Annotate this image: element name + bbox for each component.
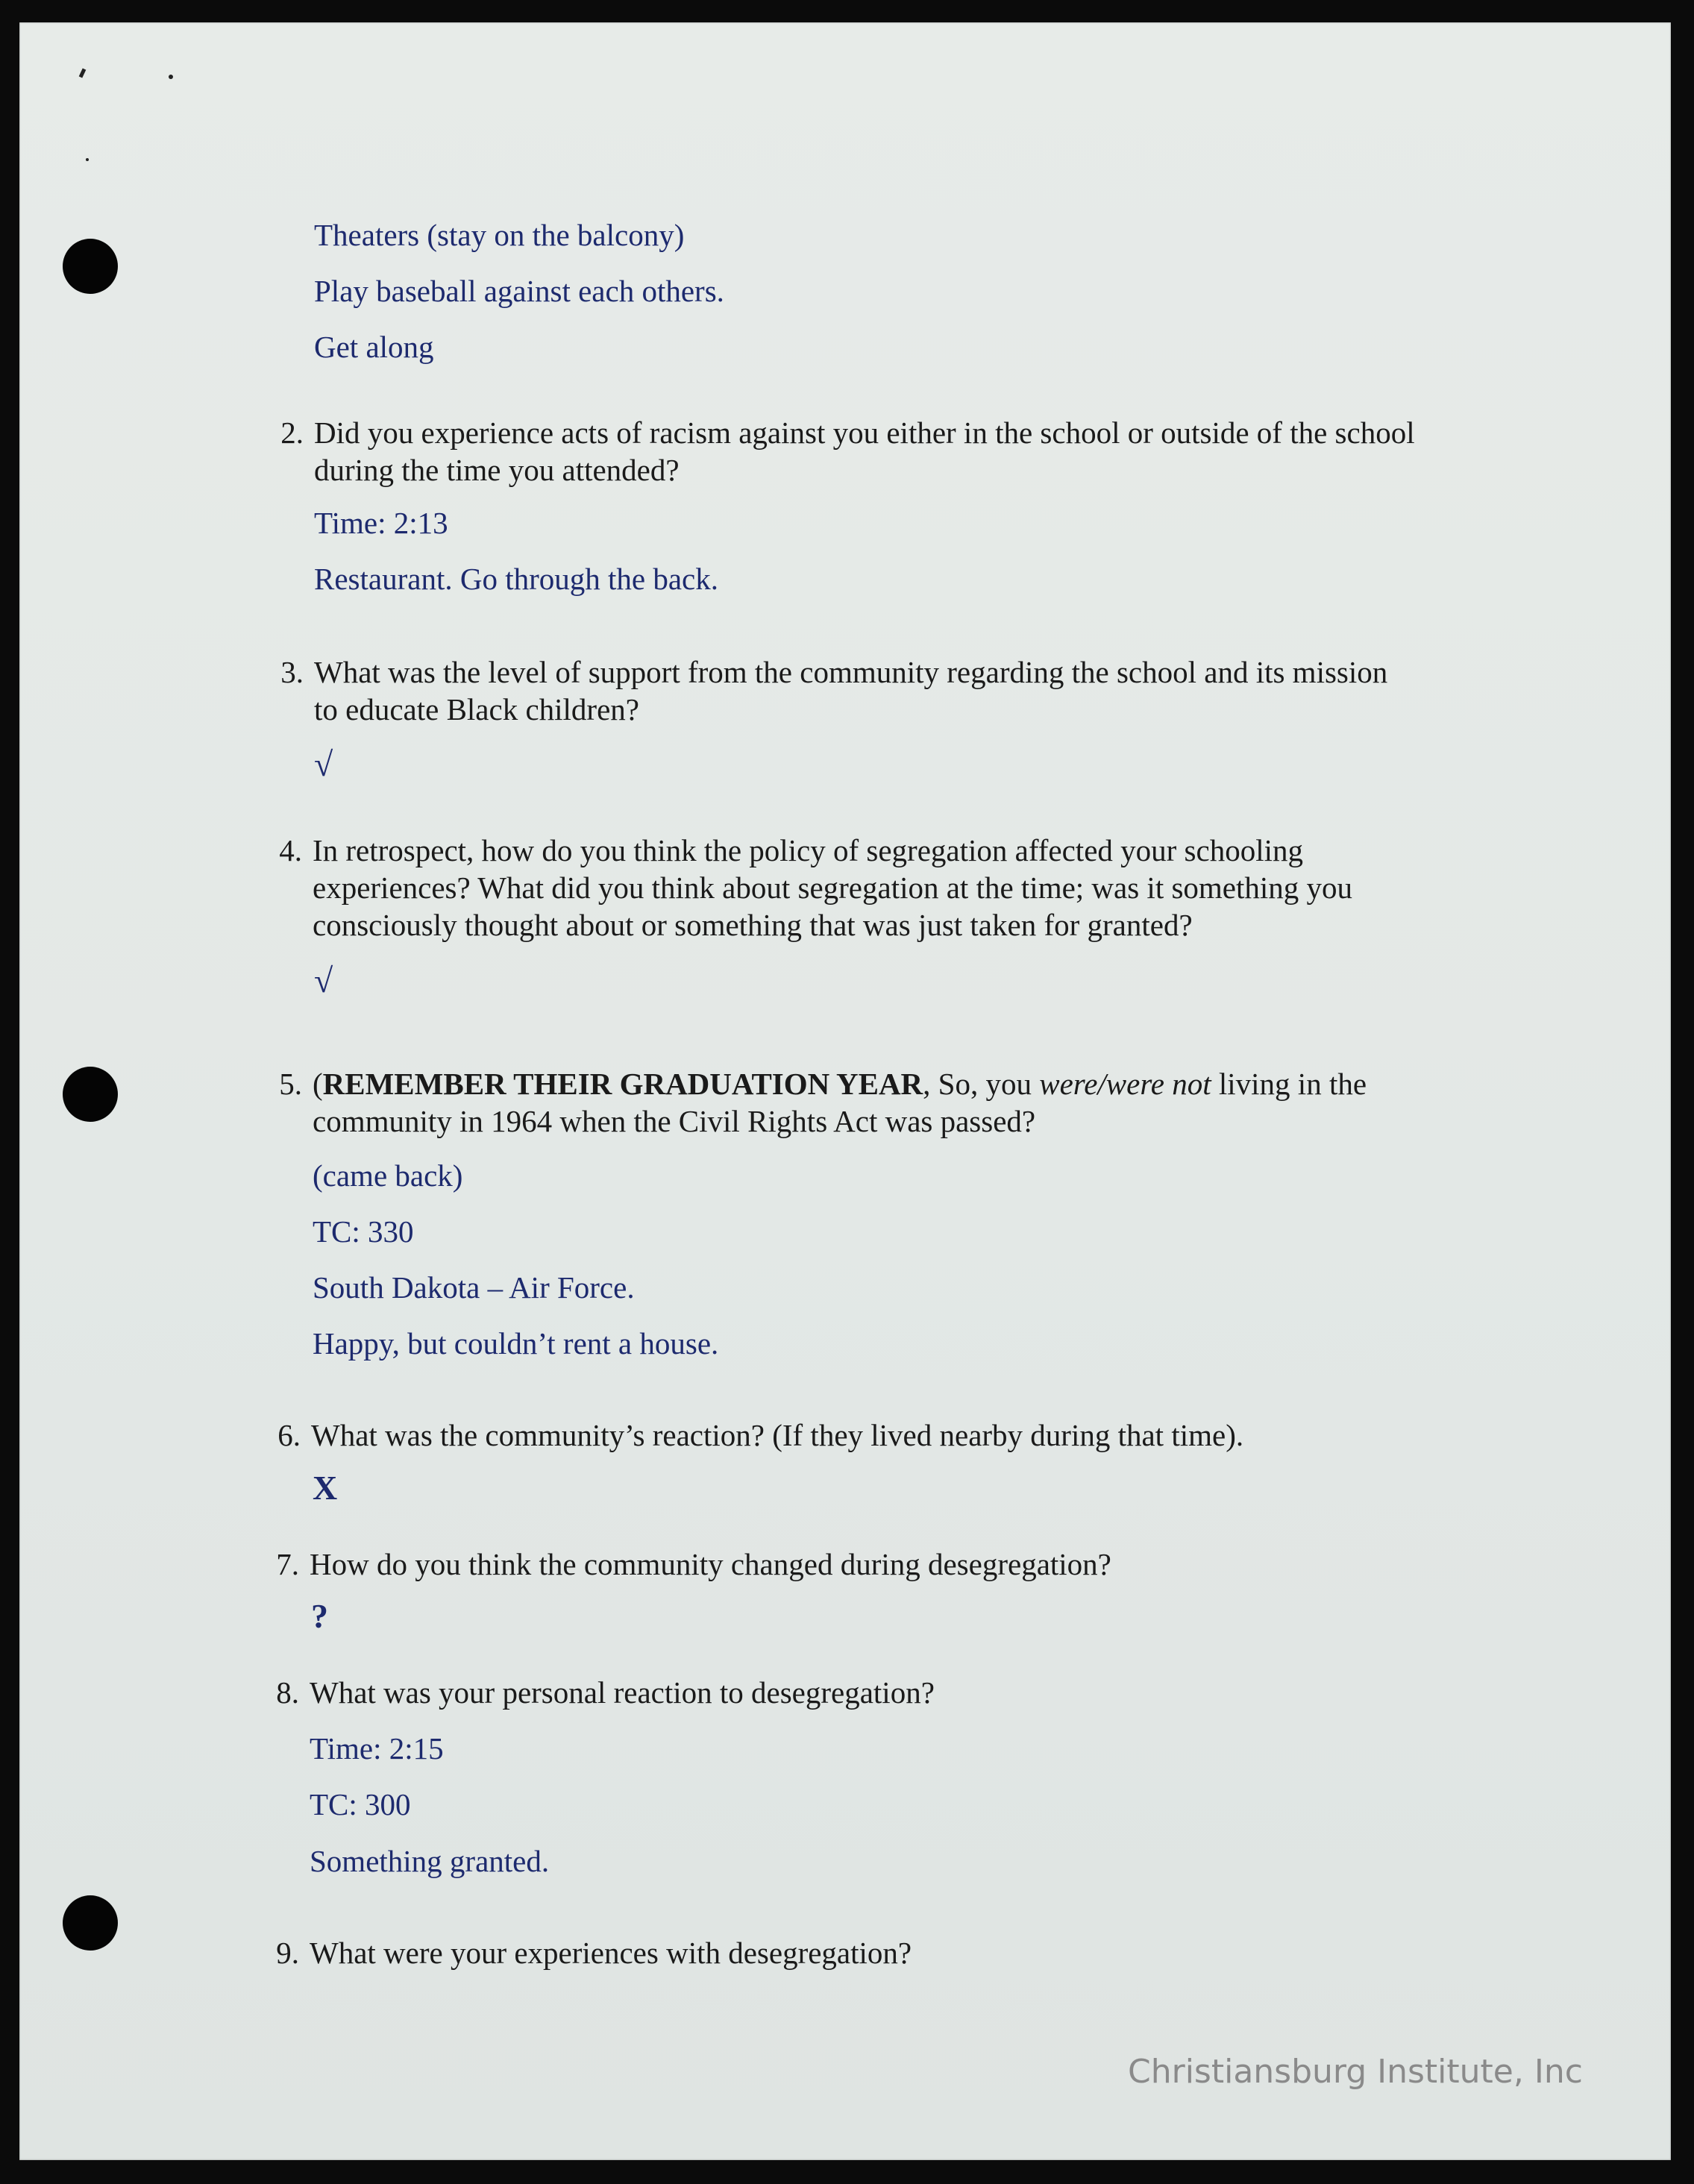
question-number: 5.	[279, 1067, 302, 1101]
binder-hole-top	[63, 239, 118, 294]
italic-choice: were/were not	[1039, 1067, 1211, 1101]
question-text-line: consciously thought about or something that was just taken for granted?	[313, 908, 1193, 942]
answer-baseball: Play baseball against each others.	[314, 274, 724, 308]
question-mark: ?	[311, 1597, 328, 1635]
binder-hole-middle	[63, 1067, 118, 1122]
question-text-line: How do you think the community changed during desegregation?	[310, 1547, 1111, 1581]
checkmark: √	[314, 961, 333, 1000]
paper-speck	[169, 75, 173, 79]
question-number: 3.	[280, 655, 304, 689]
watermark: Christiansburg Institute, Inc	[1128, 2053, 1583, 2091]
question-number: 4.	[279, 833, 302, 867]
question-text-line: to educate Black children?	[314, 692, 639, 727]
text-paren: (	[313, 1067, 323, 1101]
question-text-line: What was your personal reaction to desegregation?	[310, 1675, 935, 1710]
question-text-line: experiences? What did you think about segregation at the time; was it something you	[313, 870, 1353, 905]
answer-time: Time: 2:13	[314, 506, 448, 540]
question-number: 6.	[277, 1418, 301, 1452]
answer-south-dakota: South Dakota – Air Force.	[313, 1270, 635, 1305]
question-number: 7.	[276, 1547, 299, 1581]
question-number: 8.	[276, 1675, 299, 1710]
text-fragment: living in the	[1211, 1067, 1367, 1101]
answer-came-back: (came back)	[313, 1158, 463, 1193]
answer-something-granted: Something granted.	[310, 1844, 550, 1878]
x-mark: X	[313, 1469, 338, 1507]
question-text-line: What was the level of support from the community regarding the school and its mission	[314, 655, 1388, 689]
question-text-line: community in 1964 when the Civil Rights Act was passed?	[313, 1104, 1036, 1138]
question-text-line: What were your experiences with desegregation?	[310, 1936, 912, 1970]
question-number: 9.	[276, 1936, 299, 1970]
question-text-line: Did you experience acts of racism against you either in the school or outside of the school	[314, 415, 1415, 450]
answer-tc: TC: 300	[310, 1787, 411, 1821]
question-number: 2.	[280, 415, 304, 450]
document-page	[19, 22, 1671, 2160]
bold-instruction: REMEMBER THEIR GRADUATION YEAR	[322, 1067, 923, 1101]
answer-theaters: Theaters (stay on the balcony)	[314, 218, 685, 252]
answer-get-along: Get along	[314, 330, 434, 364]
paper-speck	[86, 158, 89, 161]
question-text-line: In retrospect, how do you think the policy of segregation affected your schooling	[313, 833, 1303, 867]
question-text-line	[313, 1065, 1367, 1102]
text-fragment: , So, you	[923, 1067, 1040, 1101]
answer-tc: TC: 330	[313, 1214, 414, 1249]
binder-hole-bottom	[63, 1895, 118, 1951]
question-text-line: What was the community’s reaction? (If they lived nearby during that time).	[311, 1418, 1244, 1452]
question-text-line: during the time you attended?	[314, 453, 680, 487]
answer-happy: Happy, but couldn’t rent a house.	[313, 1326, 719, 1361]
checkmark: √	[314, 745, 333, 783]
answer-time: Time: 2:15	[310, 1731, 444, 1766]
answer-restaurant: Restaurant. Go through the back.	[314, 562, 718, 596]
paper-speck	[79, 69, 87, 78]
